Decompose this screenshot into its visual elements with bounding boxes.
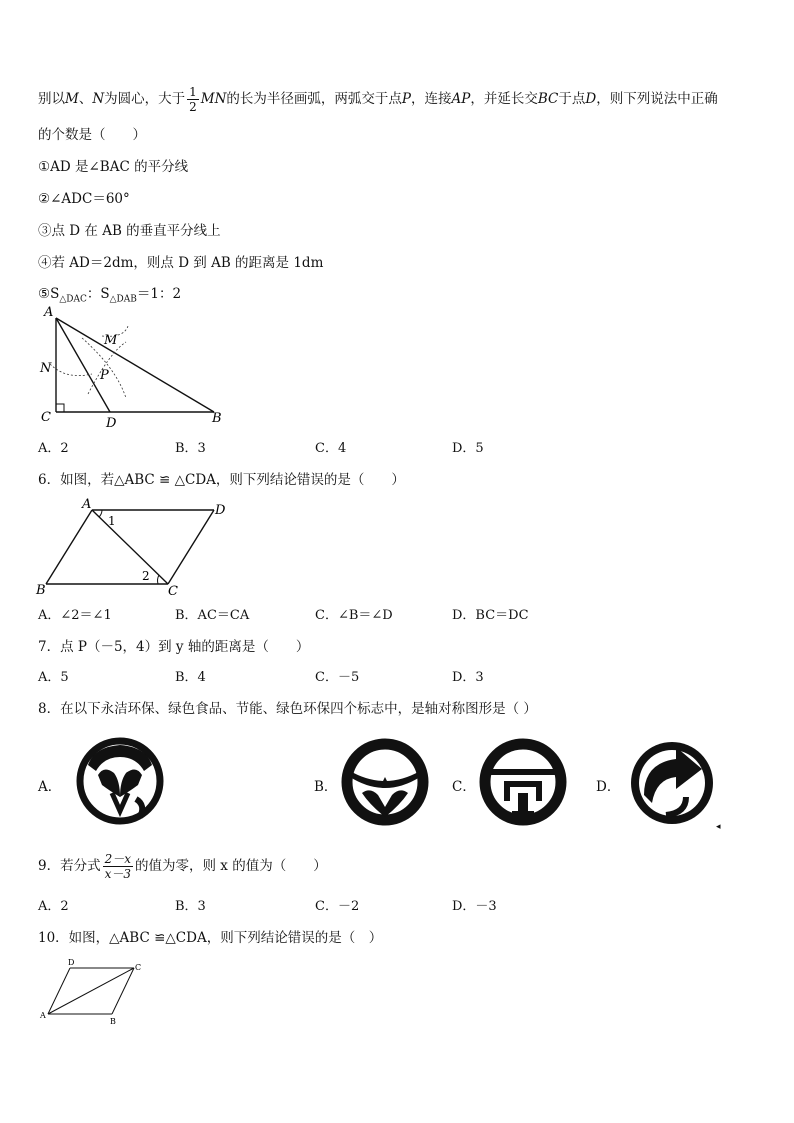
- label-b: B: [212, 411, 222, 426]
- text: AP: [451, 91, 471, 107]
- q5-statement-3: ③点 D 在 AB 的垂直平分线上: [38, 223, 221, 239]
- q5-stem-line1: [38, 86, 718, 113]
- option-a[interactable]: A．2: [38, 899, 69, 914]
- label-c: C: [135, 963, 142, 972]
- option-b[interactable]: B．3: [175, 441, 206, 456]
- text: P: [401, 91, 412, 107]
- q8-stem: 8．在以下永洁环保、绿色食品、节能、绿色环保四个标志中，是轴对称图形是（ ）: [38, 701, 537, 717]
- segment-dc: [168, 510, 214, 584]
- option-c[interactable]: C．∠B＝∠D: [315, 608, 393, 623]
- label-a: A: [82, 497, 92, 512]
- text: ＝1：2: [136, 286, 182, 302]
- subscript: △DAB: [109, 294, 137, 305]
- q5-statement-2: ②∠ADC＝60°: [38, 191, 130, 207]
- fraction-half: [187, 86, 199, 113]
- segment-ab: [56, 318, 214, 412]
- text: ⑤S: [38, 286, 60, 302]
- q6-stem: 6．如图，若△ABC ≌ △CDA，则下列结论错误的是（ ）: [38, 472, 405, 488]
- q6-parallelogram-figure: [32, 496, 232, 600]
- segment-da: [48, 968, 70, 1014]
- text: ，连接: [411, 91, 452, 107]
- angle-2-arc: [158, 575, 159, 584]
- text: 、: [78, 91, 93, 107]
- green-recycle-logo-icon: [626, 737, 718, 829]
- q7-options: [38, 666, 598, 686]
- text: ，并延长交: [470, 91, 538, 107]
- q10-parallelogram-figure: [38, 954, 158, 1030]
- text: BC: [537, 91, 559, 107]
- text: ，则下列说法中正确: [596, 91, 718, 107]
- label-angle-1: 1: [108, 514, 116, 528]
- segment-ac: [92, 510, 168, 584]
- q5-statement-4: ④若 AD＝2dm，则点 D 到 AB 的距离是 1dm: [38, 255, 324, 271]
- frac-den: 2: [189, 100, 197, 114]
- label-d: D: [106, 416, 117, 431]
- label-c: C: [168, 584, 178, 599]
- option-b[interactable]: B．3: [175, 899, 206, 914]
- text: ：S: [86, 286, 110, 302]
- q5-options: [38, 437, 598, 457]
- subscript: △DAC: [59, 294, 87, 305]
- green-food-logo-icon: [340, 737, 430, 827]
- label-a: A: [40, 1011, 46, 1020]
- text: 为圆心，大于: [104, 91, 186, 107]
- q5-statement-1: ①AD 是∠BAC 的平分线: [38, 159, 189, 175]
- text: M: [65, 91, 79, 107]
- segment-cb: [112, 968, 134, 1014]
- label-c: C: [41, 410, 51, 425]
- stray-mark: ◂: [716, 822, 721, 832]
- text: N: [92, 91, 105, 107]
- text: 的值为零，则 x 的值为（ ）: [135, 858, 327, 874]
- q10-stem: 10．如图，△ABC ≌△CDA，则下列结论错误的是（ ）: [38, 930, 383, 946]
- frac-num: 1: [189, 85, 197, 99]
- option-c[interactable]: C．4: [315, 441, 347, 456]
- text: 于点: [558, 91, 586, 107]
- label-d: D: [68, 958, 75, 967]
- text: 的长为半径画弧，两弧交于点: [226, 91, 402, 107]
- option-a[interactable]: A．5: [38, 670, 69, 685]
- option-c[interactable]: C．－5: [315, 670, 360, 685]
- label-b: B: [36, 583, 46, 598]
- segment-ac: [48, 968, 134, 1014]
- q8-option-b[interactable]: B．: [314, 779, 338, 795]
- q8-option-d[interactable]: D．: [596, 779, 621, 795]
- q6-options: [38, 604, 598, 624]
- q8-option-a[interactable]: A．: [38, 779, 62, 795]
- text: D: [585, 91, 597, 107]
- option-c[interactable]: C．－2: [315, 899, 360, 914]
- right-angle-mark: [56, 404, 64, 412]
- q9-stem: [38, 853, 327, 880]
- option-d[interactable]: D．－3: [452, 899, 497, 914]
- angle-1-arc: [99, 510, 102, 517]
- q5-stem-line2: 的个数是（ ）: [38, 127, 146, 143]
- frac-den: x－3: [104, 867, 131, 881]
- q5-triangle-figure: [36, 302, 236, 432]
- option-d[interactable]: D．5: [452, 441, 484, 456]
- label-d: D: [215, 503, 226, 518]
- text: 别以: [38, 91, 65, 107]
- option-d[interactable]: D．3: [452, 670, 484, 685]
- label-n: N: [40, 361, 52, 376]
- text: MN: [200, 91, 227, 107]
- q7-stem: 7．点 P（－5，4）到 y 轴的距离是（ ）: [38, 639, 310, 655]
- q9-options: [38, 895, 598, 915]
- q8-option-c[interactable]: C．: [452, 779, 476, 795]
- segment-ab: [46, 510, 92, 584]
- label-p: P: [100, 368, 109, 383]
- label-b: B: [110, 1017, 116, 1026]
- option-b[interactable]: B．4: [175, 670, 206, 685]
- option-b[interactable]: B．AC＝CA: [175, 608, 250, 623]
- option-d[interactable]: D．BC＝DC: [452, 608, 529, 623]
- eco-clean-logo-icon: [74, 735, 166, 827]
- fraction: [103, 853, 133, 880]
- label-angle-2: 2: [142, 569, 150, 583]
- label-m: M: [104, 333, 118, 348]
- label-a: A: [44, 305, 54, 320]
- energy-saving-logo-icon: [478, 737, 568, 827]
- frac-num: 2－x: [104, 852, 131, 866]
- segment-ad: [56, 318, 110, 412]
- option-a[interactable]: A．∠2＝∠1: [38, 608, 112, 623]
- option-a[interactable]: A．2: [38, 441, 69, 456]
- text: 9．若分式: [38, 858, 101, 874]
